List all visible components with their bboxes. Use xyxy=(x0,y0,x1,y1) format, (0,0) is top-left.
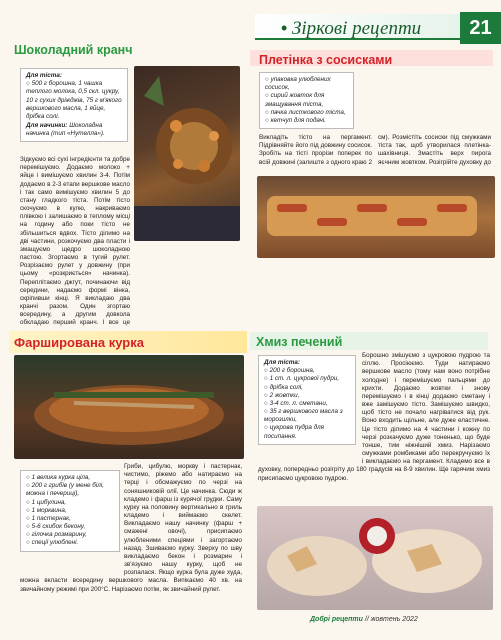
page-number: 21 xyxy=(460,12,501,44)
page-header xyxy=(0,0,501,44)
recipe-text-choc: Зідкуємо всі сухі інгредієнти та добре перемішуємо. Додаємо молоко + яйце і вимішуємо хвилин 3-4. Потім додаємо в 2-3 етапи вершкове масло і так само вимішуємо хвилин 5 до стану гладкого тіста. Потім тісто скочуємо в кулю, накриваємо плівкою і залишаємо в теплому місці на годину або поки тісто не збільшиться вдвох. Тісто ділимо на дві частини, розкочуємо два пласти і змащуємо щедро шоколадною пастою. Згортаємо в тугий рулет. Розрізаємо рулет у довжину (при цьому «розкриється» начинка). Переплітаємо джгут, починаючи від середини, надаємо формі вінка, скріпивши кінці. Я викладаю два кранчі разом. Один згортаю всередину, а другим довкола обкладаю перший кранч. І все це xyxy=(20,156,130,327)
khmyz-photo-art xyxy=(257,506,493,610)
pletinka-photo xyxy=(257,176,495,258)
recipe-title-choc: Шоколадний кранч xyxy=(14,43,133,57)
ingredient-item: ○ 3-4 ст. л. сметани, xyxy=(264,400,350,408)
recipe-text-pletinka: Викладіть тісто на пергамент. Підрівняйте його під довжину сосисок. Зробіть на тісті прорізи поперек по всій довжині (залиште з одного краю 2 см). Розмістіть сосиски під смужками тіста так, щоб утворилася плетінка-шахівниця. Змастіть верх пирога яєчним жовтком. Розігрійте духовку до xyxy=(259,134,491,166)
ingredient-item: ○ упаковка улюблених сосисок, xyxy=(265,76,348,92)
recipe-text-pletinka-block xyxy=(259,134,491,174)
ingredient-item: ○ 1 велика курка ціла, xyxy=(26,474,114,482)
ingredient-item: ○ 2 жовтки, xyxy=(264,392,350,400)
ingredient-item: ○ 1 ст. л. цукрової пудри, xyxy=(264,375,350,383)
ingredient-item: ○ кетчуп для подачі. xyxy=(265,117,348,125)
khmyz-photo xyxy=(257,506,493,610)
ingredients-box-pletinka xyxy=(259,72,354,129)
filling-text: Шоколадна начинка (тип «Нутелла»). xyxy=(26,122,105,138)
ingredient-item: ○ 1 пастернак, xyxy=(26,515,114,523)
float-spacer xyxy=(20,463,124,575)
ingredient-item: ○ 200 г борошна, xyxy=(264,367,350,375)
recipe-text-khmyz: Борошно змішуємо з цукровою пудрою та сіллю. Просіюємо. Туди натираємо вершкове масло (тому нам воно потрібне холодне) і перемішуємо пальцями до крихти. Додаємо жовтки і знову перемішуємо і в кінці додаємо сметану і вже замішуємо тісто. Замішуємо швидко, щоб тісто не почало нагріватися від рук. Воно входить щільне, але дуже еластичне. Це тісто ділимо на 4 частини і кожну по черзі розкачуємо дуже тоненько, що буде тонше, тим ніжніший хмиз. Нарізаємо смужками ромбиками або перекручуємо їх і викладаємо на пергамент. Кладемо все в духовку, попередньо розігріту до 180 градусів на 8-9 хвилин. Ще гарячим хмиз присипаємо цукровою пудрою. xyxy=(258,352,490,482)
pletinka-photo-art xyxy=(257,176,495,258)
ingredient-item: ○ 200 г грибів (у мене білі, можна і печериці), xyxy=(26,482,114,498)
section-title: Зіркові рецепти xyxy=(292,18,422,39)
recipe-text-kurka-block xyxy=(20,463,242,610)
ingredient-item: ○ 500 г борошна, 1 чашка теплого молока, 0,5 скл. цукру, 10 г сухих дріжджів, 75 г м'якого вершкового масла, 1 яйце, дрібка солі. xyxy=(26,80,122,121)
page-footer xyxy=(310,616,418,625)
ingredient-item: ○ 1 морквина, xyxy=(26,507,114,515)
float-spacer xyxy=(258,352,362,462)
ingr-head: Для тіста: xyxy=(264,359,300,366)
recipe-text-kurka: Гриби, цибулю, моркву і пастернак, чистимо, ріжемо або натираємо на терці і обсмажуємо по черзі на соняшниковій олії. Це начинка. Сюди ж кладемо і фарш із курячої грудки. Саму курку на половину вертикально в гриль кладемо і виймаємо скелет. Викладаємо нашу начинку (фарш + смажені овочі), присипаємо улюбленими спеціями і загортаємо назад. Зшиваємо курку. Зверху по шву викладаємо бекон і розмарин і зв'язуємо нашу курку, щоб не розпалася. Якщо курка була дуже худа, можна вкласти всередину вершкового масла. Випікаємо 40 хв. на звичайному режимі при 200°С. Нарізаємо потім, як звичайний рулет. xyxy=(20,463,242,593)
ingredient-item: ○ 1 цибулина, xyxy=(26,499,114,507)
recipe-text-khmyz-block xyxy=(258,352,490,502)
recipe-title-kurka: Фарширована курка xyxy=(14,335,144,350)
ingredient-item: ○ гілочка розмарину, xyxy=(26,531,114,539)
header-dot: • xyxy=(281,18,288,38)
ingredient-item: ○ цукрова пудра для посипання. xyxy=(264,424,350,440)
kurka-photo xyxy=(14,355,244,459)
ingredient-item: ○ 5-6 скибок бекону, xyxy=(26,523,114,531)
ingredient-item: ○ дрібка солі, xyxy=(264,384,350,392)
ingredient-item: ○ 35 г вершкового масла з морозилки, xyxy=(264,408,350,424)
recipe-title-khmyz: Хмиз печений xyxy=(256,335,343,349)
ingr-head: Для тіста: xyxy=(26,72,62,79)
choc-kranch-photo xyxy=(134,66,240,241)
kurka-photo-art xyxy=(14,355,244,459)
ingredient-item: ○ пачка листкового тіста, xyxy=(265,109,348,117)
ingredient-item: ○ сирий жовток для змащування тіста, xyxy=(265,92,348,108)
footer-brand: Добрі рецепти xyxy=(310,616,363,623)
choc-photo-art xyxy=(134,66,240,241)
recipe-title-pletinka: Плетінка з сосисками xyxy=(259,53,393,67)
filling-head: Для начинки: xyxy=(26,122,68,130)
footer-issue: // жовтень 2022 xyxy=(364,616,418,623)
recipe-text-choc-col1 xyxy=(20,156,130,328)
ingredients-box-choc xyxy=(20,68,128,142)
ingredient-item: ○ спеції улюблені. xyxy=(26,539,114,547)
